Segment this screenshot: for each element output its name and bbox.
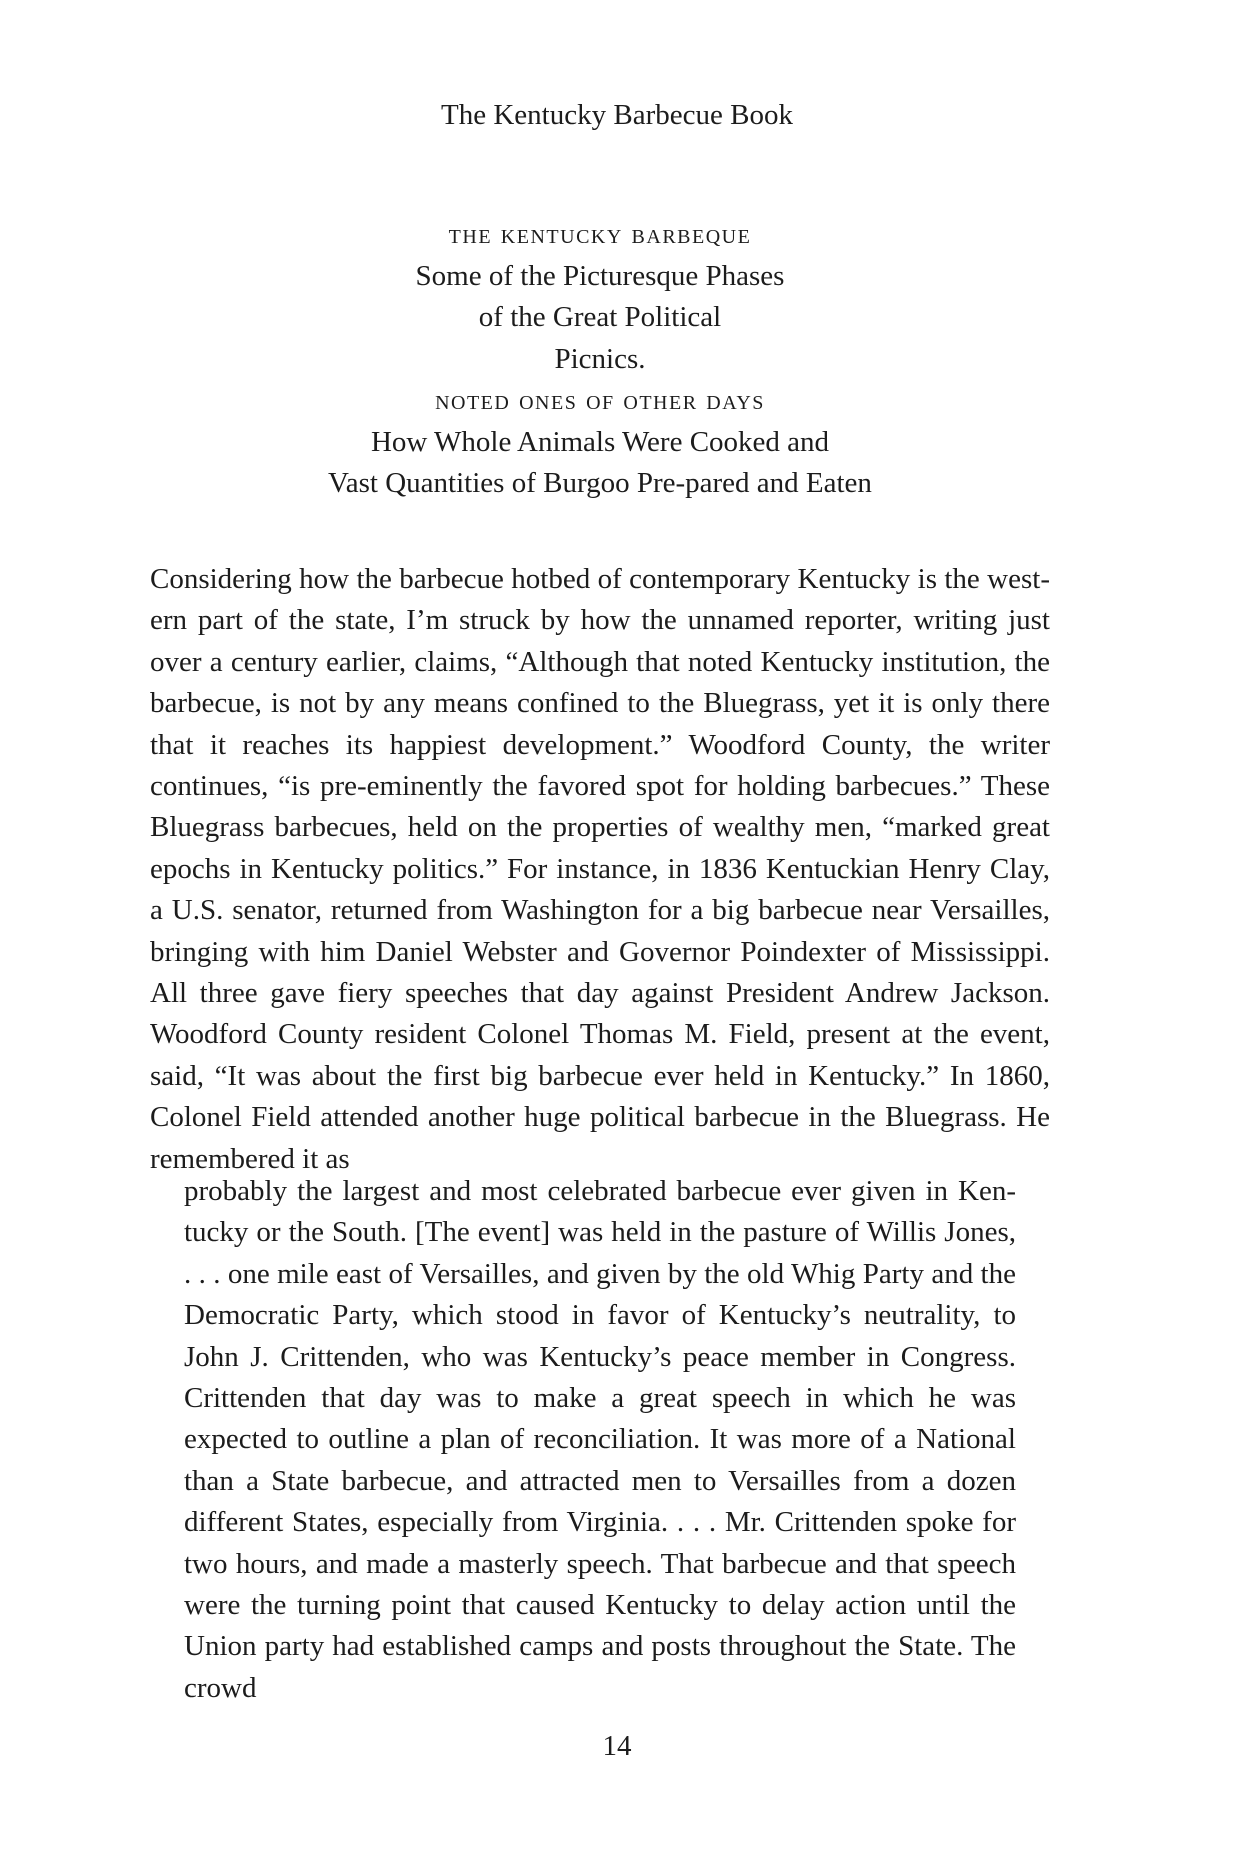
body-paragraph: Considering how the barbecue hotbed of contemporary Kentucky is the western part of the state, I’m struck by how the unnamed reporter, writing just over a century earlier, claims, “Although that noted Kentucky institution, the barbecue, is not by any means confined to the Bluegrass, yet it is only there that it reaches its happiest development.” Woodford County, the writer continues, “is pre-eminently the favored spot for holding barbecues.” These Bluegrass barbecues, held on the properties of wealthy men, “marked great epochs in Kentucky politics.” For instance, in 1836 Kentuckian Henry Clay, a U.S. senator, returned from Washington for a big barbecue near Versailles, bringing with him Daniel Webster and Governor Poindexter of Mississippi. All three gave fiery speeches that day against President Andrew Jackson. Woodford County resident Colonel Thomas M. Field, present at the event, said, “It was about the first big barbecue ever held in Kentucky.” In 1860, Colonel Field attended another huge political barbecue in the Bluegrass. He remembered it as — [150, 563, 1050, 1175]
page-number: 14 — [602, 1730, 632, 1762]
article-heading — [150, 214, 1050, 505]
heading-line-1: the kentucky barbeque — [448, 218, 752, 250]
heading-line-3: of the Great Political — [478, 301, 722, 333]
heading-line-6: How Whole Animals Were Cooked and — [370, 425, 830, 458]
heading-line-7: Vast Quantities of Burgoo Pre-pared and Eaten — [328, 467, 872, 499]
block-quote: probably the largest and most celebrated barbecue ever given in Kentucky or the South. [The event] was held in the pasture of Willis Jones, . . . one mile east of Versailles, and given by the old Whig Party and the Democratic Party, which stood in favor of Kentucky’s neutrality, to John J. Crittenden, who was Kentucky’s peace member in Congress. Crittenden that day was to make a great speech in which he was expected to outline a plan of reconciliation. It was more of a National than a State barbecue, and attracted men to Versailles from a dozen different States, especially from Virginia. . . . Mr. Crittenden spoke for two hours, and made a masterly speech. That barbecue and that speech were the turning point that caused Kentucky to delay action until the Union party had established camps and posts throughout the State. The crowd — [184, 1175, 1016, 1704]
heading-line-4: Picnics. — [554, 342, 646, 375]
heading-line-2: Some of the Picturesque Phases — [415, 259, 785, 292]
heading-line-5: noted ones of other days — [435, 384, 765, 416]
running-head: The Kentucky Barbecue Book — [441, 99, 793, 131]
